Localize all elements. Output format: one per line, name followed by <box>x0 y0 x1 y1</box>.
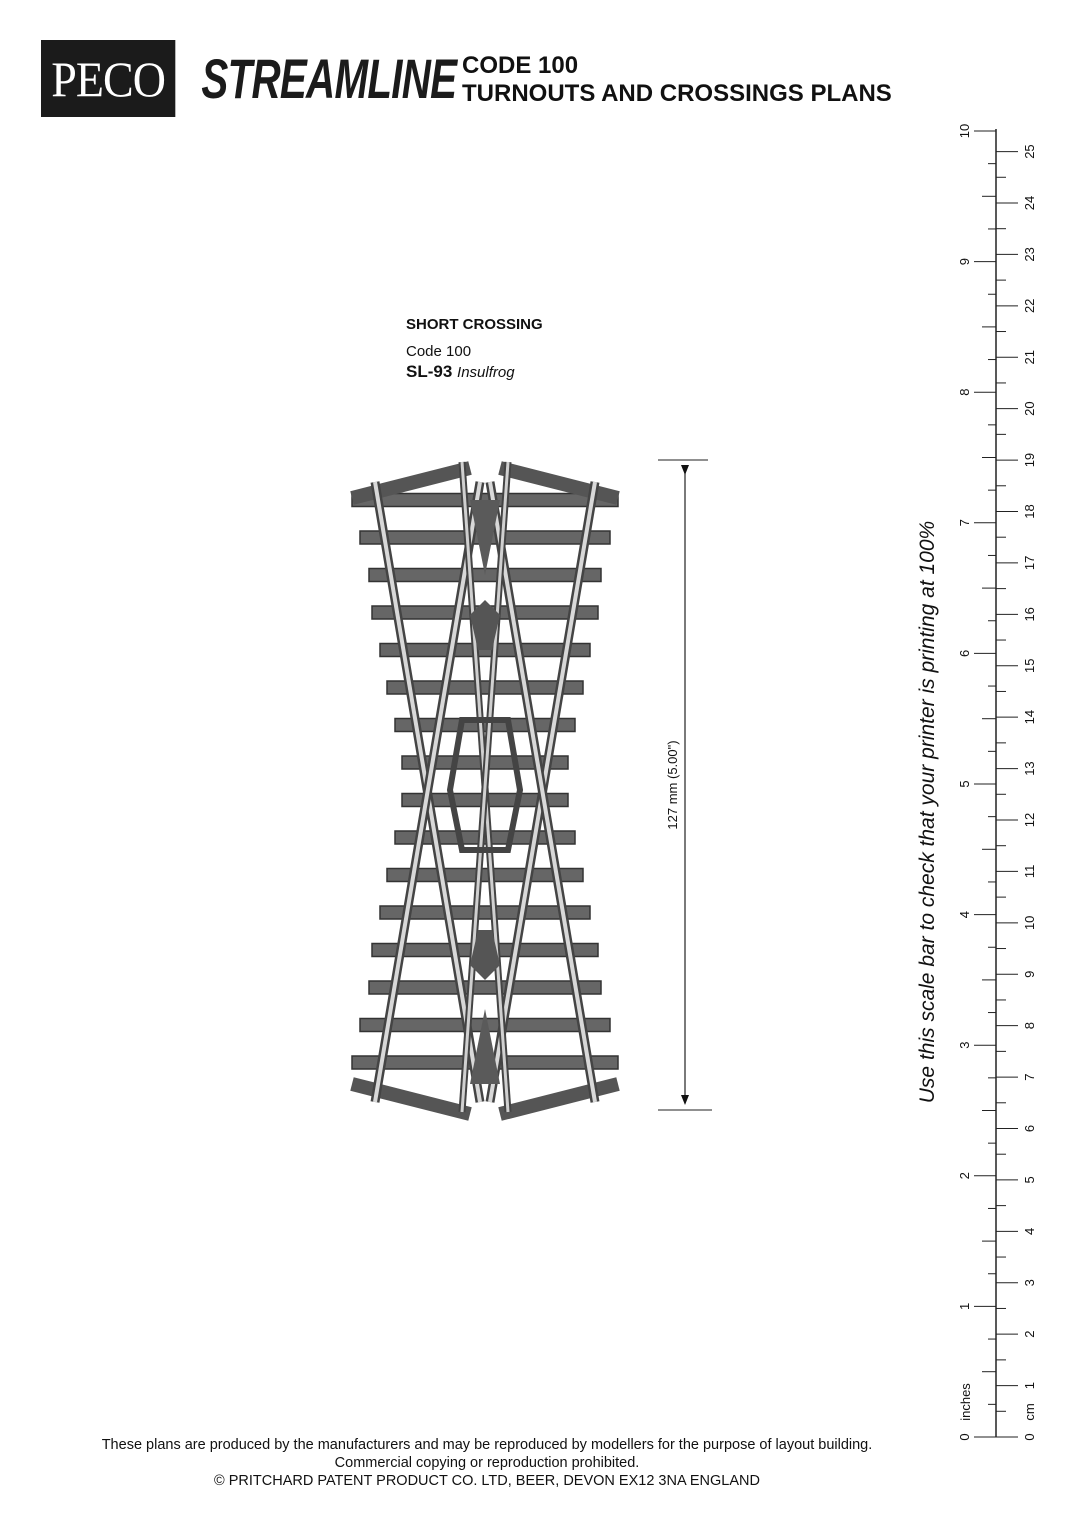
cm-label: 23 <box>1022 247 1037 262</box>
footer-line-3: © PRITCHARD PATENT PRODUCT CO. LTD, BEER, DEVON EX12 3NA ENGLAND <box>214 1473 760 1489</box>
sleeper <box>369 981 601 994</box>
scale-bar-note: Use this scale bar to check that your printer is printing at 100% <box>916 520 939 1104</box>
inch-scale <box>957 124 996 1441</box>
inch-label: 5 <box>957 780 972 788</box>
cm-label: 22 <box>1022 298 1037 314</box>
inch-label: 2 <box>957 1172 972 1180</box>
product-code: Code 100 <box>406 343 472 360</box>
product-variant: Insulfrog <box>457 364 515 381</box>
inch-label: 9 <box>957 257 972 266</box>
cm-label: 24 <box>1022 195 1037 211</box>
footer-line-1: These plans are produced by the manufacturers and may be reproduced by modellers for the purpose of layout building. <box>101 1437 873 1453</box>
cm-label: 13 <box>1022 761 1037 776</box>
cm-label: 4 <box>1022 1227 1037 1235</box>
scale-bar <box>957 124 1037 1441</box>
cm-label: 16 <box>1022 607 1037 622</box>
cm-label: 2 <box>1022 1330 1037 1338</box>
cm-label: 0 <box>1022 1433 1037 1441</box>
cm-label: 17 <box>1022 555 1037 571</box>
inch-label: 4 <box>957 910 972 919</box>
cm-label: 11 <box>1022 864 1037 879</box>
logo-peco-box: PECO <box>41 40 175 117</box>
cm-label: 19 <box>1022 452 1037 468</box>
short-crossing-track-diagram <box>352 462 618 1114</box>
cm-label: 7 <box>1022 1073 1037 1081</box>
cm-label: 10 <box>1022 915 1037 931</box>
dimension-marker <box>658 460 712 1110</box>
inch-label: 8 <box>957 388 972 396</box>
cm-label: 8 <box>1022 1022 1037 1030</box>
cm-label: 12 <box>1022 812 1037 828</box>
cm-label: 14 <box>1022 709 1037 725</box>
footer <box>0 1436 974 1490</box>
product-name: SHORT CROSSING <box>406 316 543 333</box>
cm-unit-label: cm <box>1022 1403 1037 1421</box>
cm-label: 20 <box>1022 401 1037 416</box>
inch-label: 6 <box>957 649 972 658</box>
inch-label: 3 <box>957 1041 972 1049</box>
cm-label: 21 <box>1022 350 1037 365</box>
sleeper <box>387 681 583 694</box>
cm-label: 9 <box>1022 970 1037 978</box>
cm-label: 25 <box>1022 144 1037 159</box>
product-number: SL-93 <box>406 362 453 381</box>
cm-label: 15 <box>1022 658 1037 673</box>
logo-streamline-word: STREAMLINE <box>201 47 457 110</box>
cm-label: 18 <box>1022 504 1037 519</box>
inch-label: 1 <box>957 1302 972 1311</box>
cm-scale <box>996 144 1037 1440</box>
title-line-1: CODE 100 <box>462 52 579 79</box>
inch-label: 0 <box>957 1433 972 1441</box>
cm-label: 5 <box>1022 1176 1037 1184</box>
end-sleeper <box>352 1084 470 1114</box>
dimension-label: 127 mm (5.00") <box>665 740 680 830</box>
inch-label: 10 <box>957 123 972 139</box>
title-line-2: TURNOUTS AND CROSSINGS PLANS <box>462 80 892 107</box>
cm-label: 3 <box>1022 1279 1037 1287</box>
inch-label: 7 <box>957 519 972 527</box>
end-sleeper <box>500 1084 618 1114</box>
footer-line-2: Commercial copying or reproduction prohibited. <box>334 1455 640 1471</box>
cm-label: 1 <box>1022 1381 1037 1390</box>
cm-label: 6 <box>1022 1124 1037 1133</box>
inches-unit-label: inches <box>958 1383 973 1421</box>
